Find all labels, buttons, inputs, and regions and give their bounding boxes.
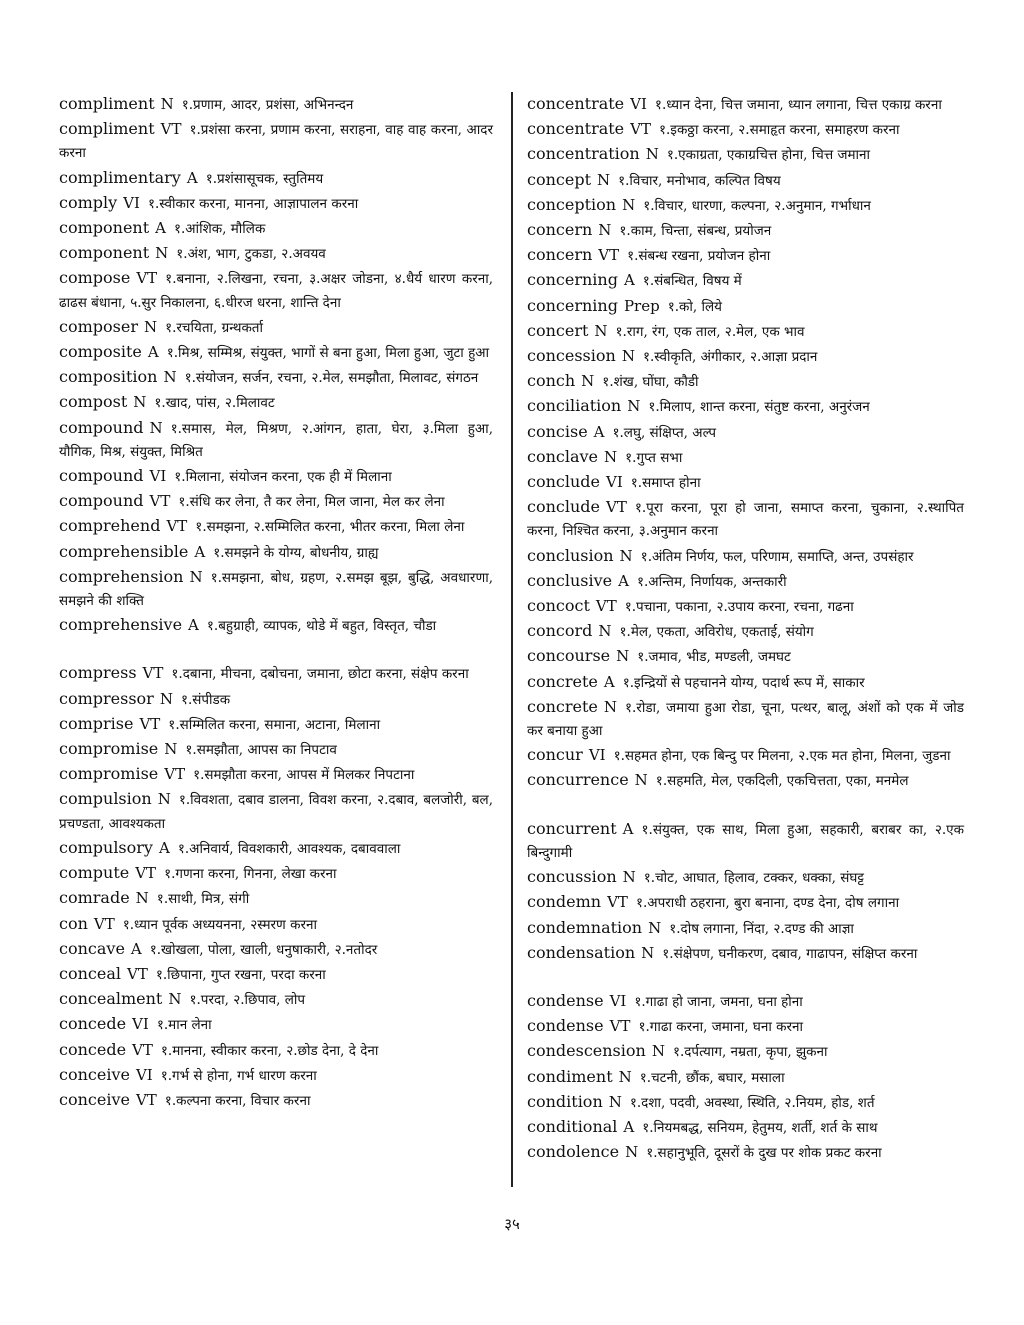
headword: condolence xyxy=(527,1142,620,1162)
part-of-speech: N xyxy=(622,868,636,887)
part-of-speech: VT xyxy=(606,498,627,517)
definition: १.विवशता, दबाव डालना, विवश करना, २.दबाव, बलजोरी, बल, प्रचण्डता, आवश्यकता xyxy=(59,792,493,832)
dictionary-entry xyxy=(59,340,493,365)
headword: concerning xyxy=(527,270,618,290)
dictionary-entry xyxy=(59,962,493,987)
headword: concurrence xyxy=(527,770,629,790)
right-column xyxy=(527,92,964,1165)
dictionary-entry xyxy=(527,670,964,695)
headword: compound xyxy=(59,491,144,511)
dictionary-entry xyxy=(59,987,493,1012)
dictionary-entry xyxy=(527,989,964,1014)
definition: १.को, लिये xyxy=(667,298,722,315)
headword: condense xyxy=(527,1016,604,1036)
headword: concise xyxy=(527,421,588,441)
dictionary-entry xyxy=(527,394,964,419)
dictionary-entry xyxy=(59,613,493,638)
dictionary-entry xyxy=(59,565,493,613)
headword: compound xyxy=(59,417,144,437)
dictionary-entry xyxy=(59,712,493,737)
dictionary-entry xyxy=(527,1140,964,1165)
dictionary-entry xyxy=(527,1115,964,1140)
headword: concrete xyxy=(527,671,598,691)
part-of-speech: Prep xyxy=(623,296,660,315)
definition: १.संयुक्त, एक साथ, मिला हुआ, सहकारी, बराबर का, २.एक बिन्दुगामी xyxy=(527,821,964,861)
headword: conclusion xyxy=(527,545,614,565)
definition: १.मिलाना, संयोजन करना, एक ही में मिलाना xyxy=(174,469,392,486)
part-of-speech: N xyxy=(164,740,178,759)
part-of-speech: A xyxy=(622,819,634,838)
part-of-speech: A xyxy=(130,939,142,958)
page-number: ३५ xyxy=(504,1215,520,1233)
definition: १.इकठ्ठा करना, २.समाहृत करना, समाहरण करना xyxy=(659,122,900,139)
definition: १.बनाना, २.लिखना, रचना, ३.अक्षर जोडना, ४.धैर्य धारण करना, ढाढस बंधाना, ५.सुर निकालना, ६.धीरज धरना, शान्ति देना xyxy=(59,271,493,311)
dictionary-entry xyxy=(527,865,964,890)
dictionary-entry xyxy=(527,890,964,915)
headword: compliment xyxy=(59,94,155,113)
dictionary-entry xyxy=(527,941,964,966)
part-of-speech: VT xyxy=(132,1040,153,1059)
headword: concoct xyxy=(527,596,590,616)
dictionary-entry xyxy=(59,1063,493,1088)
dictionary-entry xyxy=(527,1014,964,1039)
part-of-speech: VT xyxy=(598,246,620,265)
dictionary-entry xyxy=(527,218,964,243)
dictionary-entry xyxy=(527,695,964,743)
dictionary-entry xyxy=(59,937,493,962)
dictionary-entry xyxy=(527,644,964,669)
headword: comprehension xyxy=(59,566,184,586)
headword: concussion xyxy=(527,867,617,887)
definition: १.गर्भ से होना, गर्भ धारण करना xyxy=(160,1067,317,1084)
dictionary-entry xyxy=(59,762,493,787)
definition: १.दबाना, मीचना, दबोचना, जमाना, छोटा करना, संक्षेप करना xyxy=(171,666,469,683)
dictionary-entry xyxy=(59,687,493,712)
headword: conceive xyxy=(59,1064,130,1084)
headword: conclusive xyxy=(527,570,613,590)
definition: १.मिश्र, सम्मिश्र, संयुक्त, भागों से बना हुआ, मिला हुआ, जुटा हुआ xyxy=(166,345,490,362)
dictionary-entry xyxy=(59,166,493,191)
dictionary-entry xyxy=(527,619,964,644)
headword: condensation xyxy=(527,942,636,962)
definition: १.पूरा करना, पूरा हो जाना, समाप्त करना, चुकाना, २.स्थापित करना, निश्चित करना, ३.अनुमान करना xyxy=(527,500,964,540)
part-of-speech: VT xyxy=(630,120,651,139)
headword: conceal xyxy=(59,963,121,983)
part-of-speech: VI xyxy=(606,473,623,492)
definition: १.जमाव, भीड, मण्डली, जमघट xyxy=(637,649,791,666)
part-of-speech: VI xyxy=(132,1015,149,1034)
dictionary-entry xyxy=(527,470,964,495)
headword: concentrate xyxy=(527,94,625,113)
definition: १.प्रशंसा करना, प्रणाम करना, सराहना, वाह वाह करना, आदर करना xyxy=(59,122,493,162)
definition: १.अनिवार्य, विवशकारी, आवश्यक, दबाववाला xyxy=(177,840,401,857)
definition: १.सहमति, मेल, एकदिली, एकचित्तता, एका, मनमेल xyxy=(655,773,909,790)
dictionary-entry xyxy=(59,540,493,565)
headword: concrete xyxy=(527,696,598,716)
headword: comprehensive xyxy=(59,615,183,635)
headword: concentrate xyxy=(527,119,625,139)
headword: concession xyxy=(527,346,616,366)
part-of-speech: VI xyxy=(609,991,627,1010)
dictionary-entry xyxy=(527,243,964,268)
part-of-speech: N xyxy=(155,244,169,263)
definition: १.अंतिम निर्णय, फल, परिणाम, समाप्ति, अन्त, उपसंहार xyxy=(640,548,914,565)
headword: concurrent xyxy=(527,818,617,838)
part-of-speech: VT xyxy=(142,664,164,683)
definition: १.साथी, मित्र, संगी xyxy=(156,891,250,908)
part-of-speech: N xyxy=(149,418,163,437)
part-of-speech: N xyxy=(133,393,147,412)
part-of-speech: N xyxy=(648,918,662,937)
definition: १.स्वीकृति, अंगीकार, २.आज्ञा प्रदान xyxy=(642,349,818,366)
headword: concert xyxy=(527,320,589,340)
part-of-speech: VT xyxy=(160,120,182,139)
headword: concede xyxy=(59,1014,127,1034)
headword: concur xyxy=(527,745,583,765)
part-of-speech: N xyxy=(159,689,173,708)
dictionary-entry xyxy=(59,92,493,117)
definition: १.चटनी, छौंक, बघार, मसाला xyxy=(639,1069,785,1086)
part-of-speech: VT xyxy=(126,964,148,983)
dictionary-entry xyxy=(59,1012,493,1037)
dictionary-entry xyxy=(527,1039,964,1064)
headword: concourse xyxy=(527,646,611,666)
definition: १.छिपाना, गुप्त रखना, परदा करना xyxy=(155,966,326,983)
headword: component xyxy=(59,218,150,238)
part-of-speech: N xyxy=(604,447,618,466)
definition: १.संबन्धित, विषय में xyxy=(642,273,742,290)
dictionary-entry xyxy=(527,168,964,193)
definition: १.प्रणाम, आदर, प्रशंसा, अभिनन्दन xyxy=(181,97,354,113)
part-of-speech: N xyxy=(645,145,659,164)
dictionary-entry xyxy=(527,294,964,319)
part-of-speech: VT xyxy=(93,914,115,933)
definition: १.ध्यान देना, चित्त जमाना, ध्यान लगाना, चित्त एकाग्र करना xyxy=(654,97,942,113)
dictionary-entry xyxy=(527,1065,964,1090)
dictionary-entry xyxy=(527,193,964,218)
headword: comrade xyxy=(59,888,130,908)
headword: compost xyxy=(59,392,128,412)
dictionary-entry xyxy=(527,268,964,293)
part-of-speech: A xyxy=(194,542,206,561)
part-of-speech: A xyxy=(593,422,605,441)
part-of-speech: A xyxy=(603,672,615,691)
dictionary-entry xyxy=(527,117,964,142)
definition: १.गणना करना, गिनना, लेखा करना xyxy=(164,866,337,883)
part-of-speech: N xyxy=(598,221,612,240)
headword: conclave xyxy=(527,446,599,466)
definition: १.राग, रंग, एक ताल, २.मेल, एक भाव xyxy=(615,323,805,340)
definition: १.समझौता करना, आपस में मिलकर निपटाना xyxy=(193,767,415,784)
dictionary-entry xyxy=(59,836,493,861)
definition: १.अंश, भाग, टुकडा, २.अवयव xyxy=(176,246,326,263)
dictionary-entry xyxy=(59,912,493,937)
definition: १.गाढा करना, जमाना, घना करना xyxy=(638,1019,803,1036)
definition: १.चोट, आघात, हिलाव, टक्कर, धक्का, संघट्ट xyxy=(643,870,864,887)
part-of-speech: N xyxy=(616,647,630,666)
part-of-speech: VI xyxy=(149,467,167,486)
part-of-speech: VT xyxy=(139,714,161,733)
headword: composition xyxy=(59,367,158,387)
definition: १.विचार, धारणा, कल्पना, २.अनुमान, गर्भाधान xyxy=(643,197,871,214)
part-of-speech: N xyxy=(622,195,636,214)
headword: concave xyxy=(59,938,125,958)
part-of-speech: N xyxy=(168,990,182,1009)
definition: १.पचाना, पकाना, २.उपाय करना, रचना, गढना xyxy=(624,599,854,616)
definition: १.गुप्त सभा xyxy=(625,449,683,466)
part-of-speech: A xyxy=(623,271,635,290)
dictionary-entry xyxy=(59,241,493,266)
dictionary-entry xyxy=(59,390,493,415)
dictionary-entry xyxy=(527,569,964,594)
headword: compliment xyxy=(59,119,155,139)
dictionary-entry xyxy=(527,445,964,470)
headword: condense xyxy=(527,990,604,1010)
definition: १.नियमबद्ध, सनियम, हेतुमय, शर्ती, शर्त के साथ xyxy=(642,1119,878,1136)
definition: १.गाढा हो जाना, जमना, घना होना xyxy=(634,993,803,1010)
definition: १.रोडा, जमाया हुआ रोडा, चूना, पत्थर, बालू, अंशों को एक में जोड कर बनाया हुआ xyxy=(527,699,964,740)
left-column xyxy=(59,92,493,1113)
headword: concept xyxy=(527,169,591,189)
part-of-speech: N xyxy=(627,397,641,416)
definition: १.मेल, एकता, अविरोध, एकताई, संयोग xyxy=(619,624,814,641)
headword: compulsory xyxy=(59,837,153,857)
definition: १.संक्षेपण, घनीकरण, दबाव, गाढापन, संक्षिप्त करना xyxy=(662,945,918,962)
dictionary-entry xyxy=(527,1090,964,1115)
headword: comprehensible xyxy=(59,541,189,561)
dictionary-entry xyxy=(59,464,493,489)
definition: १.परदा, २.छिपाव, लोप xyxy=(189,992,306,1009)
definition: १.प्रशंसासूचक, स्तुतिमय xyxy=(205,170,324,187)
dictionary-entry xyxy=(527,92,964,117)
dictionary-entry xyxy=(59,737,493,762)
dictionary-entry xyxy=(527,142,964,167)
definition: १.मिलाप, शान्त करना, संतुष्ट करना, अनुरंजन xyxy=(648,399,870,416)
definition: १.ध्यान पूर्वक अध्ययनना, २स्मरण करना xyxy=(122,916,317,933)
part-of-speech: N xyxy=(618,1067,632,1086)
part-of-speech: N xyxy=(651,1042,665,1061)
definition: १.सम्मिलित करना, समाना, अटाना, मिलाना xyxy=(168,716,381,733)
part-of-speech: A xyxy=(158,838,170,857)
definition: १.आंशिक, मौलिक xyxy=(174,221,266,238)
definition: १.दोष लगाना, निंदा, २.दण्ड की आज्ञा xyxy=(669,920,854,937)
headword: concerning xyxy=(527,295,618,315)
dictionary-entry xyxy=(527,743,964,768)
part-of-speech: N xyxy=(619,546,633,565)
definition: १.समझौता, आपस का निपटाव xyxy=(185,742,337,759)
headword: con xyxy=(59,913,88,933)
definition: १.दर्पत्याग, नम्रता, कृपा, झुकना xyxy=(672,1044,828,1061)
definition: १.संधि कर लेना, तै कर लेना, मिल जाना, मेल कर लेना xyxy=(178,494,445,511)
definition: १.समझना, २.सम्मिलित करना, भीतर करना, मिला लेना xyxy=(195,519,465,536)
definition: १.इन्द्रियों से पहचानने योग्य, पदार्थ रूप में, साकार xyxy=(622,674,865,691)
part-of-speech: VT xyxy=(136,269,158,288)
part-of-speech: VT xyxy=(607,893,628,912)
dictionary-entry xyxy=(59,886,493,911)
part-of-speech: N xyxy=(598,622,612,641)
part-of-speech: VT xyxy=(164,765,186,784)
part-of-speech: N xyxy=(608,1092,622,1111)
headword: concealment xyxy=(59,989,163,1009)
headword: composite xyxy=(59,342,142,362)
part-of-speech: A xyxy=(186,168,198,187)
definition: १.अन्तिम, निर्णायक, अन्तकारी xyxy=(636,573,787,590)
definition: १.दशा, पदवी, अवस्था, स्थिति, २.नियम, होड, शर्त xyxy=(629,1094,875,1111)
headword: compound xyxy=(59,466,144,486)
dictionary-entry xyxy=(527,319,964,344)
part-of-speech: N xyxy=(189,567,203,586)
headword: conceive xyxy=(59,1089,130,1109)
dictionary-entry xyxy=(527,817,964,865)
definition: १.सहमत होना, एक बिन्दु पर मिलना, २.एक मत होना, मिलना, जुडना xyxy=(613,748,951,765)
headword: concord xyxy=(527,621,593,641)
definition: १.शंख, घोंघा, कौडी xyxy=(602,374,699,391)
headword: conciliation xyxy=(527,396,622,416)
definition: १.कल्पना करना, विचार करना xyxy=(164,1092,311,1109)
definition: १.एकाग्रता, एकाग्रचित्त होना, चित्त जमाना xyxy=(666,147,871,164)
part-of-speech: VI xyxy=(123,193,140,212)
headword: concede xyxy=(59,1039,127,1059)
dictionary-entry xyxy=(59,514,493,539)
part-of-speech: VI xyxy=(588,746,606,765)
definition: १.समास, मेल, मिश्रण, २.आंगन, हाता, घेरा, ३.मिला हुआ, यौगिक, मिश्र, संयुक्त, मिश्रित xyxy=(59,420,493,460)
headword: compromise xyxy=(59,739,159,759)
dictionary-entry xyxy=(59,266,493,314)
headword: concentration xyxy=(527,144,640,164)
part-of-speech: N xyxy=(603,697,617,716)
headword: condiment xyxy=(527,1066,613,1086)
headword: compulsion xyxy=(59,789,152,809)
definition: १.समझने के योग्य, बोधनीय, ग्राह्य xyxy=(213,544,379,561)
definition: १.अपराधी ठहराना, बुरा बनाना, दण्ड देना, दोष लगाना xyxy=(635,895,900,912)
headword: condemn xyxy=(527,892,602,912)
part-of-speech: VT xyxy=(135,864,157,883)
headword: compromise xyxy=(59,764,159,784)
part-of-speech: N xyxy=(163,368,177,387)
headword: comprehend xyxy=(59,516,161,536)
part-of-speech: N xyxy=(625,1143,639,1162)
definition: १.मानना, स्वीकार करना, २.छोड देना, दे देना xyxy=(160,1042,379,1059)
headword: condemnation xyxy=(527,917,643,937)
headword: concern xyxy=(527,245,593,265)
headword: conch xyxy=(527,371,576,391)
column-divider xyxy=(511,92,513,1187)
dictionary-entry xyxy=(527,420,964,445)
definition: १.संबन्ध रखना, प्रयोजन होना xyxy=(627,248,771,265)
dictionary-entry xyxy=(527,495,964,543)
part-of-speech: A xyxy=(188,616,199,635)
part-of-speech: N xyxy=(160,95,174,113)
part-of-speech: VT xyxy=(166,517,188,536)
dictionary-entry xyxy=(59,661,493,686)
part-of-speech: N xyxy=(135,889,149,908)
part-of-speech: VT xyxy=(609,1017,631,1036)
dictionary-entry xyxy=(59,191,493,216)
definition: १.संयोजन, सर्जन, रचना, २.मेल, समझौता, मिलावट, संगठन xyxy=(184,370,479,387)
dictionary-entry xyxy=(527,369,964,394)
definition: १.खाद, पांस, २.मिलावट xyxy=(154,395,275,412)
dictionary-entry xyxy=(527,344,964,369)
part-of-speech: N xyxy=(143,317,158,336)
definition: १.समझना, बोध, ग्रहण, २.समझ बूझ, बुद्धि, अवधारणा, समझने की शक्ति xyxy=(59,569,493,610)
headword: compute xyxy=(59,863,130,883)
dictionary-entry xyxy=(527,916,964,941)
definition: १.लघु, संक्षिप्त, अल्प xyxy=(612,424,717,441)
part-of-speech: A xyxy=(618,571,629,590)
dictionary-entry xyxy=(59,1038,493,1063)
headword: condescension xyxy=(527,1041,646,1061)
dictionary-entry xyxy=(59,365,493,390)
dictionary-entry xyxy=(59,489,493,514)
part-of-speech: N xyxy=(581,372,595,391)
definition: १.रचयिता, ग्रन्थकर्ता xyxy=(165,319,264,336)
part-of-speech: VI xyxy=(630,95,647,113)
part-of-speech: N xyxy=(641,943,655,962)
headword: component xyxy=(59,243,150,263)
dictionary-entry xyxy=(527,544,964,569)
definition: १.काम, चिन्ता, संबन्ध, प्रयोजन xyxy=(619,223,772,240)
part-of-speech: N xyxy=(157,790,171,809)
definition: १.सहानुभूति, दूसरों के दुख पर शोक प्रकट करना xyxy=(646,1145,882,1162)
definition: १.समाप्त होना xyxy=(630,475,701,492)
headword: conception xyxy=(527,194,617,214)
part-of-speech: VT xyxy=(595,597,617,616)
definition: १.खोखला, पोला, खाली, धनुषाकारी, २.नतोदर xyxy=(149,941,378,958)
headword: comply xyxy=(59,192,118,212)
headword: complimentary xyxy=(59,167,181,187)
dictionary-entry xyxy=(59,315,493,340)
dictionary-entry xyxy=(59,216,493,241)
part-of-speech: VT xyxy=(135,1090,157,1109)
definition: १.स्वीकार करना, मानना, आज्ञापालन करना xyxy=(147,195,359,212)
dictionary-entry xyxy=(59,117,493,165)
definition: १.मान लेना xyxy=(156,1017,212,1034)
definition: १.संपीडक xyxy=(180,691,231,708)
part-of-speech: A xyxy=(623,1117,635,1136)
part-of-speech: VT xyxy=(149,492,171,511)
dictionary-entry xyxy=(527,594,964,619)
headword: compose xyxy=(59,268,131,288)
headword: conditional xyxy=(527,1116,618,1136)
part-of-speech: VI xyxy=(135,1065,153,1084)
dictionary-entry xyxy=(59,787,493,835)
part-of-speech: A xyxy=(147,343,159,362)
headword: conclude xyxy=(527,472,600,492)
part-of-speech: A xyxy=(155,219,166,238)
headword: composer xyxy=(59,316,138,336)
headword: conclude xyxy=(527,497,600,517)
dictionary-entry xyxy=(59,1088,493,1113)
part-of-speech: N xyxy=(634,771,648,790)
headword: concern xyxy=(527,220,593,240)
part-of-speech: N xyxy=(597,170,611,189)
headword: compressor xyxy=(59,688,154,708)
definition: १.विचार, मनोभाव, कल्पित विषय xyxy=(618,172,781,189)
headword: comprise xyxy=(59,713,134,733)
dictionary-entry xyxy=(527,768,964,793)
headword: compress xyxy=(59,663,137,683)
definition: १.बहुग्राही, व्यापक, थोडे में बहुत, विस्तृत, चौडा xyxy=(206,618,437,635)
dictionary-entry xyxy=(59,861,493,886)
part-of-speech: N xyxy=(594,321,608,340)
headword: condition xyxy=(527,1091,603,1111)
part-of-speech: N xyxy=(621,347,635,366)
dictionary-entry xyxy=(59,416,493,464)
